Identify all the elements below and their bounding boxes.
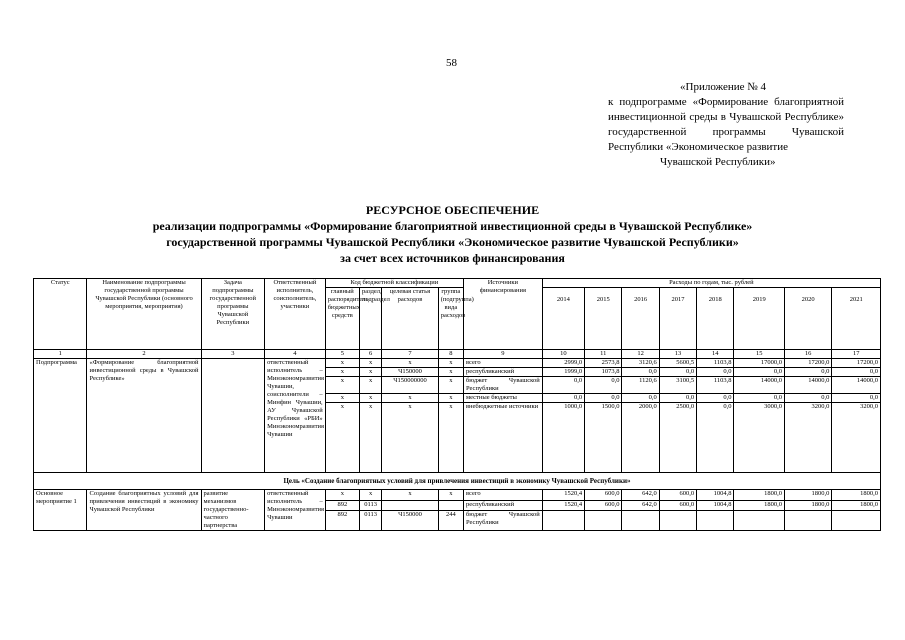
header-status: Статус	[34, 279, 87, 350]
source-cell: бюджет Чувашской Республики	[463, 511, 542, 531]
grbs-cell: x	[325, 490, 359, 501]
goal-row	[34, 473, 881, 490]
resource-table	[33, 278, 881, 531]
measure-1-task: развитие механизмов государственно-частного партнерства	[201, 490, 265, 531]
measure-1-status: Основное мероприятие 1	[34, 490, 87, 531]
expense-value: 3200,0	[832, 403, 881, 473]
expense-value: 1800,0	[734, 490, 784, 501]
column-number: 2	[87, 350, 201, 359]
header-year: 2021	[832, 288, 881, 350]
section-cell: x	[360, 377, 382, 394]
measure-1-name: Создание благоприятных условий для привлечения инвестиций в экономику Чувашской Республики	[87, 490, 201, 531]
header-year: 2014	[542, 288, 584, 350]
page-number: 58	[446, 57, 457, 69]
group-cell	[438, 500, 463, 511]
column-number: 16	[784, 350, 831, 359]
column-number: 5	[325, 350, 359, 359]
header-year: 2018	[697, 288, 734, 350]
expense-value: 642,0	[622, 500, 659, 511]
column-number: 15	[734, 350, 784, 359]
column-number: 8	[438, 350, 463, 359]
expense-value: 1103,8	[697, 377, 734, 394]
header-sources: Источники финансирования	[463, 279, 542, 350]
header-year: 2020	[784, 288, 831, 350]
expense-value: 0,0	[622, 368, 659, 377]
subprogram-responsible: ответственный исполнитель – Минэкономразвития Чувашии, соисполнители – Минфин Чувашии, АУ Чувашской Республики «РБИ» Минэкономразвития Чувашии	[265, 359, 326, 473]
appendix-last-line: Чувашской Республики»	[660, 156, 776, 168]
section-cell: x	[360, 490, 382, 501]
column-number: 1	[34, 350, 87, 359]
expense-value: 0,0	[734, 368, 784, 377]
group-cell: x	[438, 359, 463, 368]
grbs-cell: 892	[325, 500, 359, 511]
grbs-cell: x	[325, 403, 359, 473]
column-number: 7	[382, 350, 439, 359]
source-cell: внебюджетные источники	[463, 403, 542, 473]
expense-value: 1103,8	[697, 359, 734, 368]
header-row-1	[34, 279, 881, 288]
expense-value: 1120,6	[622, 377, 659, 394]
source-cell: республиканский	[463, 368, 542, 377]
expense-value: 17000,0	[734, 359, 784, 368]
expense-value: 0,0	[832, 368, 881, 377]
source-cell: всего	[463, 490, 542, 501]
expense-value: 642,0	[622, 490, 659, 501]
header-year: 2016	[622, 288, 659, 350]
subprogram-name: «Формирование благоприятной инвестиционной среды в Чувашской Республике»	[87, 359, 201, 473]
header-budget-code: Код бюджетной классификации	[325, 279, 463, 288]
expense-value: 2500,0	[659, 403, 696, 473]
expense-value: 1500,0	[585, 403, 622, 473]
title-line-2: реализации подпрограммы «Формирование благоприятной инвестиционной среды в Чувашской Республике»	[152, 219, 753, 233]
expense-value: 1073,8	[585, 368, 622, 377]
grbs-cell: x	[325, 359, 359, 368]
expense-value: 5600,5	[659, 359, 696, 368]
header-year: 2017	[659, 288, 696, 350]
expense-value	[659, 511, 696, 531]
expense-value: 1004,8	[697, 500, 734, 511]
expense-value	[784, 511, 831, 531]
group-cell: x	[438, 490, 463, 501]
expense-value: 0,0	[659, 394, 696, 403]
grbs-cell: x	[325, 377, 359, 394]
expense-value: 0,0	[832, 394, 881, 403]
expense-value: 3000,0	[734, 403, 784, 473]
column-number: 6	[360, 350, 382, 359]
expense-value: 1800,0	[784, 500, 831, 511]
expense-value: 0,0	[622, 394, 659, 403]
expense-value: 17200,0	[832, 359, 881, 368]
expense-value: 0,0	[585, 394, 622, 403]
expense-value: 14000,0	[734, 377, 784, 394]
section-cell: x	[360, 403, 382, 473]
group-cell: x	[438, 368, 463, 377]
column-number: 17	[832, 350, 881, 359]
header-expenses: Расходы по годам, тыс. рублей	[542, 279, 880, 288]
expense-value: 0,0	[585, 377, 622, 394]
expense-value: 1520,4	[542, 500, 584, 511]
column-number: 11	[585, 350, 622, 359]
expense-value	[734, 511, 784, 531]
subprogram-status: Подпрограмма	[34, 359, 87, 473]
appendix-header	[608, 80, 844, 170]
expense-value: 0,0	[542, 377, 584, 394]
column-number: 9	[463, 350, 542, 359]
header-section: раздел, подраздел	[360, 288, 382, 350]
title-line-3: государственной программы Чувашской Республики «Экономическое развитие Чувашской Республики»	[166, 235, 739, 249]
expense-value: 17200,0	[784, 359, 831, 368]
title-line-1: РЕСУРСНОЕ ОБЕСПЕЧЕНИЕ	[365, 203, 540, 217]
expense-value: 14000,0	[784, 377, 831, 394]
section-cell: x	[360, 368, 382, 377]
target-item-cell: x	[382, 403, 439, 473]
appendix-title: «Приложение № 4	[680, 81, 767, 93]
source-cell: бюджет Чувашской Республики	[463, 377, 542, 394]
expense-value	[585, 511, 622, 531]
expense-value: 3120,6	[622, 359, 659, 368]
expense-value	[832, 511, 881, 531]
expense-value: 600,0	[659, 500, 696, 511]
group-cell: 244	[438, 511, 463, 531]
goal-text: Цель «Создание благоприятных условий для привлечения инвестиций в экономику Чувашской Республики»	[34, 473, 881, 490]
expense-value: 0,0	[784, 394, 831, 403]
section-cell: 0113	[360, 511, 382, 531]
expense-value: 0,0	[697, 394, 734, 403]
expense-value: 1800,0	[784, 490, 831, 501]
expense-value: 0,0	[659, 368, 696, 377]
target-item-cell	[382, 500, 439, 511]
expense-value: 0,0	[734, 394, 784, 403]
expense-value: 1999,0	[542, 368, 584, 377]
column-number: 12	[622, 350, 659, 359]
header-responsible: Ответственный исполнитель, соисполнитель, участники	[265, 279, 326, 350]
target-item-cell: x	[382, 490, 439, 501]
expense-value: 600,0	[585, 490, 622, 501]
column-number: 3	[201, 350, 265, 359]
expense-value	[697, 511, 734, 531]
grbs-cell: 892	[325, 511, 359, 531]
expense-value: 600,0	[659, 490, 696, 501]
subprogram-row	[34, 359, 881, 368]
source-cell: местные бюджеты	[463, 394, 542, 403]
header-year: 2019	[734, 288, 784, 350]
header-year: 2015	[585, 288, 622, 350]
target-item-cell: x	[382, 359, 439, 368]
target-item-cell: Ч150000	[382, 511, 439, 531]
header-group: группа (подгруппа) вида расходов	[438, 288, 463, 350]
column-number: 14	[697, 350, 734, 359]
section-cell: x	[360, 394, 382, 403]
grbs-cell: x	[325, 394, 359, 403]
column-numbers-row	[34, 350, 881, 359]
expense-value: 2000,0	[622, 403, 659, 473]
source-cell: всего	[463, 359, 542, 368]
subprogram-task	[201, 359, 265, 473]
expense-value: 1004,8	[697, 490, 734, 501]
expense-value: 3100,5	[659, 377, 696, 394]
column-number: 4	[265, 350, 326, 359]
expense-value	[542, 511, 584, 531]
appendix-body: к подпрограмме «Формирование благоприятной инвестиционной среды в Чувашской Республике» государственной программы Чувашской Республики «Экономическое развитие	[608, 96, 844, 153]
target-item-cell: x	[382, 394, 439, 403]
target-item-cell: Ч150000000	[382, 377, 439, 394]
group-cell: x	[438, 403, 463, 473]
column-number: 13	[659, 350, 696, 359]
document-title	[0, 202, 905, 266]
expense-value: 0,0	[697, 368, 734, 377]
header-task: Задача подпрограммы государственной программы Чувашской Республики	[201, 279, 265, 350]
expense-value: 2573,8	[585, 359, 622, 368]
group-cell: x	[438, 377, 463, 394]
expense-value: 0,0	[697, 403, 734, 473]
header-name: Наименование подпрограммы государственной программы Чувашской Республики (основного мероприятия, мероприятия)	[87, 279, 201, 350]
expense-value: 1000,0	[542, 403, 584, 473]
expense-value: 1800,0	[734, 500, 784, 511]
expense-value: 3200,0	[784, 403, 831, 473]
section-cell: 0113	[360, 500, 382, 511]
header-grbs: главный распорядитель бюджетных средств	[325, 288, 359, 350]
expense-value	[622, 511, 659, 531]
column-number: 10	[542, 350, 584, 359]
target-item-cell: Ч150000	[382, 368, 439, 377]
expense-value: 1800,0	[832, 490, 881, 501]
expense-value: 14000,0	[832, 377, 881, 394]
section-cell: x	[360, 359, 382, 368]
expense-value: 1800,0	[832, 500, 881, 511]
expense-value: 0,0	[784, 368, 831, 377]
measure-1-row	[34, 490, 881, 501]
expense-value: 1520,4	[542, 490, 584, 501]
expense-value: 2999,0	[542, 359, 584, 368]
header-target-item: целевая статья расходов	[382, 288, 439, 350]
measure-1-responsible: ответственный исполнитель – Минэкономразвития Чувашии	[265, 490, 326, 531]
grbs-cell: x	[325, 368, 359, 377]
expense-value: 0,0	[542, 394, 584, 403]
group-cell: x	[438, 394, 463, 403]
expense-value: 600,0	[585, 500, 622, 511]
title-line-4: за счет всех источников финансирования	[340, 251, 565, 265]
source-cell: республиканский	[463, 500, 542, 511]
